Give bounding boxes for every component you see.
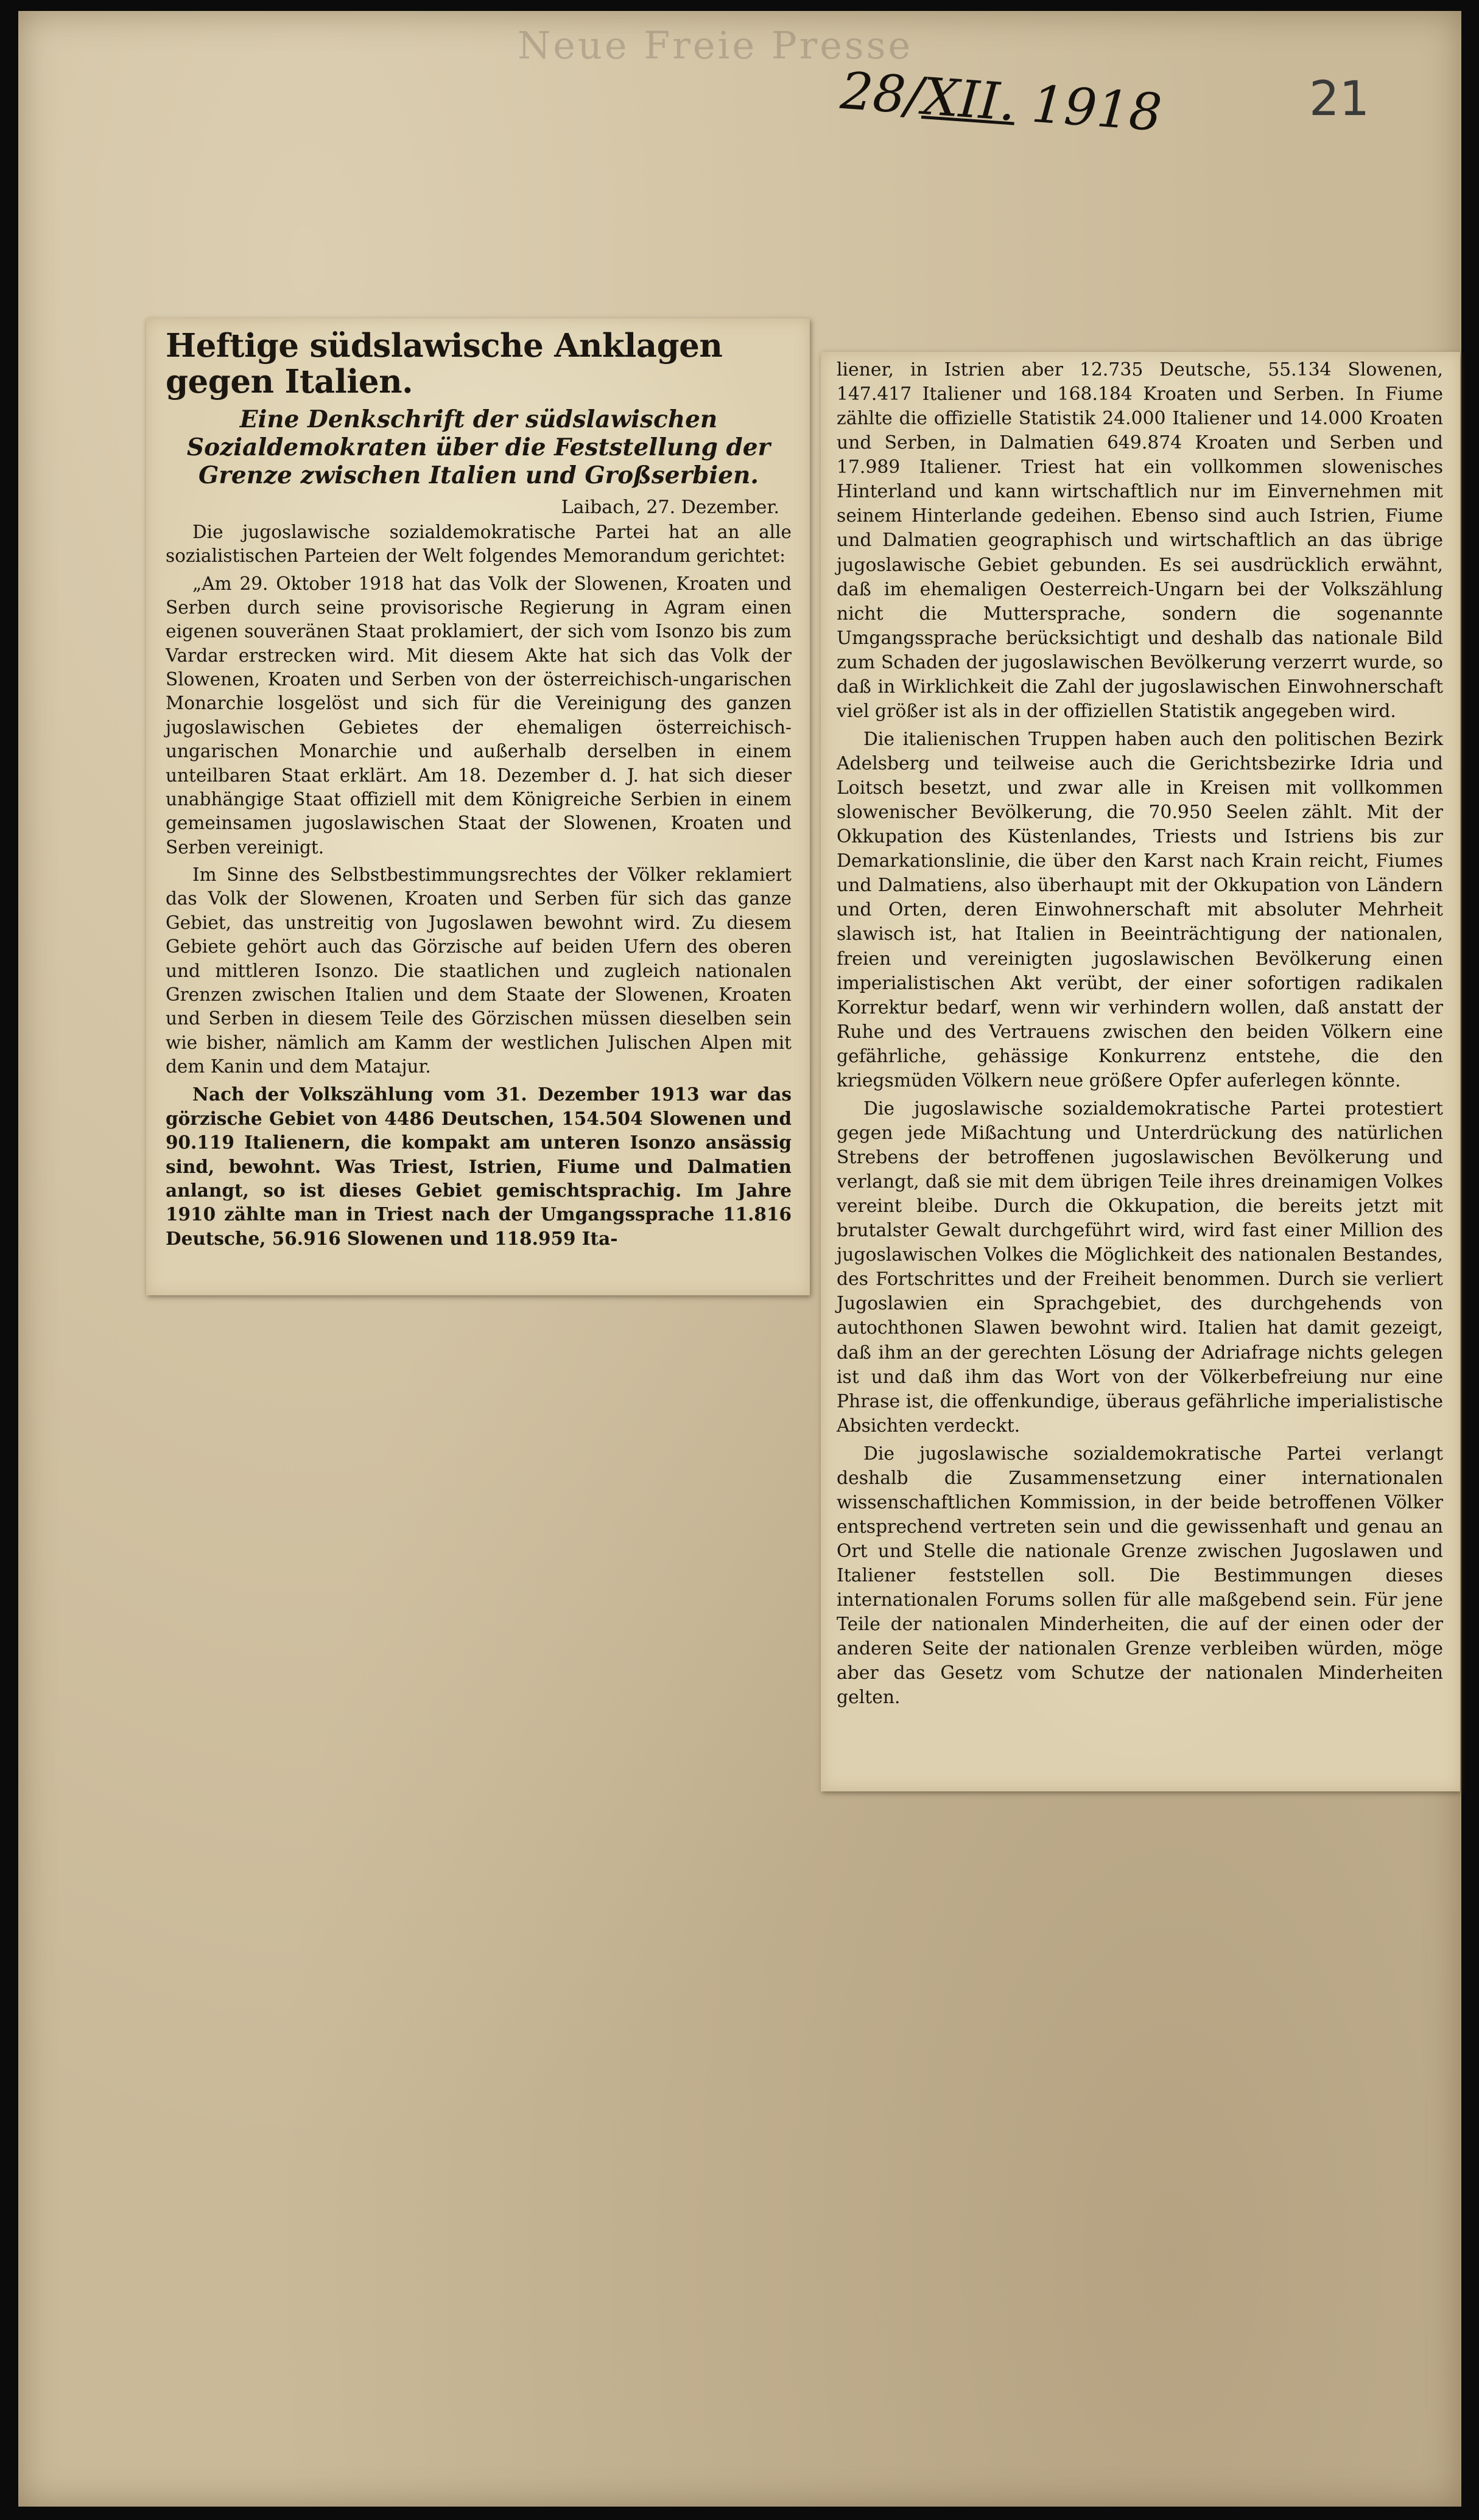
folio-number: 21 <box>1309 72 1370 127</box>
paragraph: Die jugoslawische sozialdemokratische Partei hat an alle sozialistischen Parteien der Welt folgendes Memorandum gerichtet: <box>166 521 792 567</box>
clipping-right-column <box>821 352 1460 1791</box>
paragraph: Im Sinne des Selbstbestimmungsrechtes der Völker reklamiert das Volk der Slowenen, Kroaten und Serben für sich das ganze Gebiet, das unstreitig von Jugoslawen bewohnt wird. Zu diesem Gebiete gehört auch das Görzische auf beiden Ufern des oberen und mittleren Isonzo. Die staatlichen und zugleich nationalen Grenzen zwischen Italien und dem Staate der Slowenen, Kroaten und Serben in diesem Teile des Görzischen müssen dieselben sein wie bisher, nämlich am Kamm der westlichen Julischen Alpen mit dem Kanin und dem Matajur. <box>166 864 792 1077</box>
handwritten-date-day: 28/ <box>838 60 925 126</box>
paragraph: liener, in Istrien aber 12.735 Deutsche, 55.134 Slowenen, 147.417 Italiener und 168.184 Kroaten und Serben. In Fiume zählte die offizielle Statistik 24.000 Italiener und 14.000 Kroaten und Serben, in Dalmatien 649.874 Kroaten und Serben und 17.989 Italiener. Triest hat ein vollkommen slowenisches Hinterland und kann wirtschaftlich nur im Einvernehmen mit seinem Hinterlande gedeihen. Ebenso sind auch Istrien, Fiume und Dalmatien geographisch und wirtschaftlich an das übrige jugoslawische Gebiet gebunden. Es sei ausdrücklich erwähnt, daß im ehemaligen Oesterreich-Ungarn bei der Volkszählung nicht die Muttersprache, sondern die sogenannte Umgangssprache berücksichtigt und deshalb das nationale Bild zum Schaden der jugoslawischen Bevölkerung verzerrt wurde, so daß in Wirklichkeit die Zahl der jugoslawischen Einwohnerschaft viel größer ist als in der offiziellen Statistik angegeben wird. <box>837 359 1443 722</box>
handwritten-date-year: 1918 <box>1013 72 1164 143</box>
paragraph: „Am 29. Oktober 1918 hat das Volk der Slowenen, Kroaten und Serben durch seine provisorische Regierung in Agram einen eigenen souveränen Staat proklamiert, der sich vom Isonzo bis zum Vardar erstrecken wird. Mit diesem Akte hat sich das Volk der Slowenen, Kroaten und Serben von der österreichisch-ungarischen Monarchie losgelöst und sich für die Vereinigung des ganzen jugoslawischen Gebietes der ehemaligen österreichisch-ungarischen Monarchie und außerhalb derselben in einem unteilbaren Staat erklärt. Am 18. Dezember d. J. hat sich dieser unabhängige Staat offiziell mit dem Königreiche Serbien in einem gemeinsamen jugoslawischen Staat der Slowenen, Kroaten und Serben vereinigt. <box>166 573 792 858</box>
paragraph: Nach der Volkszählung vom 31. Dezember 1913 war das görzische Gebiet von 4486 Deutschen, 154.504 Slowenen und 90.119 Italienern, die kompakt am unteren Isonzo ansässig sind, bewohnt. Was Triest, Istrien, Fiume und Dalmatien anlangt, so ist dieses Gebiet gemischtsprachig. Im Jahre 1910 zählte man in Triest nach der Umgangssprache 11.816 Deutsche, 56.916 Slowenen und 118.959 Ita- <box>166 1083 792 1249</box>
newspaper-stamp: Neue Freie Presse <box>518 23 913 68</box>
article-dateline: Laibach, 27. Dezember. <box>561 496 779 518</box>
paragraph: Die jugoslawische sozialdemokratische Partei protestiert gegen jede Mißachtung und Unterdrückung des natürlichen Strebens der betroffenen jugoslawischen Bevölkerung und verlangt, daß sie mit dem übrigen Teile ihres dreinamigen Volkes vereint bleibe. Durch die Okkupation, die bereits jetzt mit brutalster Gewalt durchgeführt wird, wird fast einer Million des jugoslawischen Volkes die Möglichkeit des nationalen Bestandes, des Fortschrittes und der Freiheit benommen. Durch sie verliert Jugoslawien ein Sprachgebiet, des durchgehends von autochthonen Slawen bewohnt wird. Italien hat damit gezeigt, daß ihm an der gerechten Lösung der Adriafrage nichts gelegen ist und daß ihm das Wort von der Völkerbefreiung nur eine Phrase ist, die offenkundige, überaus gefährliche imperialistische Absichten verdeckt. <box>837 1097 1443 1437</box>
paragraph: Die jugoslawische sozialdemokratische Partei verlangt deshalb die Zusammensetzung einer internationalen wissenschaftlichen Kommission, in der beide betroffenen Völker entsprechend vertreten sein und die gewissenhaft und genau an Ort und Stelle die nationale Grenze zwischen Jugoslawen und Italiener feststellen soll. Die Bestimmungen dieses internationalen Forums sollen für alle maßgebend sein. Für jene Teile der nationalen Minderheiten, die auf der einen oder der anderen Seite der nationalen Grenze verbleiben würden, möge aber das Gesetz vom Schutze der nationalen Minderheiten gelten. <box>837 1443 1443 1709</box>
article-headline: Heftige südslawische Anklagen gegen Italien. <box>166 327 723 401</box>
handwritten-date <box>838 61 1164 143</box>
archive-sheet <box>18 11 1461 2507</box>
article-subheadline: Eine Denkschrift der südslawischen Sozialdemokraten über die Feststellung der Grenze zwischen Italien und Großserbien. <box>186 405 771 489</box>
clipping-left-column <box>146 318 810 1295</box>
handwritten-date-month: XII. <box>921 66 1018 133</box>
paragraph: Die italienischen Truppen haben auch den politischen Bezirk Adelsberg und teilweise auch die Gerichtsbezirke Idria und Loitsch besetzt, und zwar alle in Kreisen mit vollkommen slowenischer Bevölkerung, die 70.950 Seelen zählt. Mit der Okkupation des Küstenlandes, Triests und Istriens bis zur Demarkationslinie, die über den Karst nach Krain reicht, Fiumes und Dalmatiens, also überhaupt mit der Okkupation von Ländern und Orten, deren Einwohnerschaft mit absoluter Mehrheit slawisch ist, hat Italien in Beeinträchtigung der nationalen, freien und vereinigten jugoslawischen Bevölkerung einen imperialistischen Akt verübt, der einer sofortigen radikalen Korrektur bedarf, wenn wir verhindern wollen, daß anstatt der Ruhe und des Vertrauens zwischen den beiden Völkern eine gefährliche, gehässige Konkurrenz entstehe, die den kriegsmüden Völkern neue größere Opfer auferlegen könnte. <box>837 728 1443 1091</box>
